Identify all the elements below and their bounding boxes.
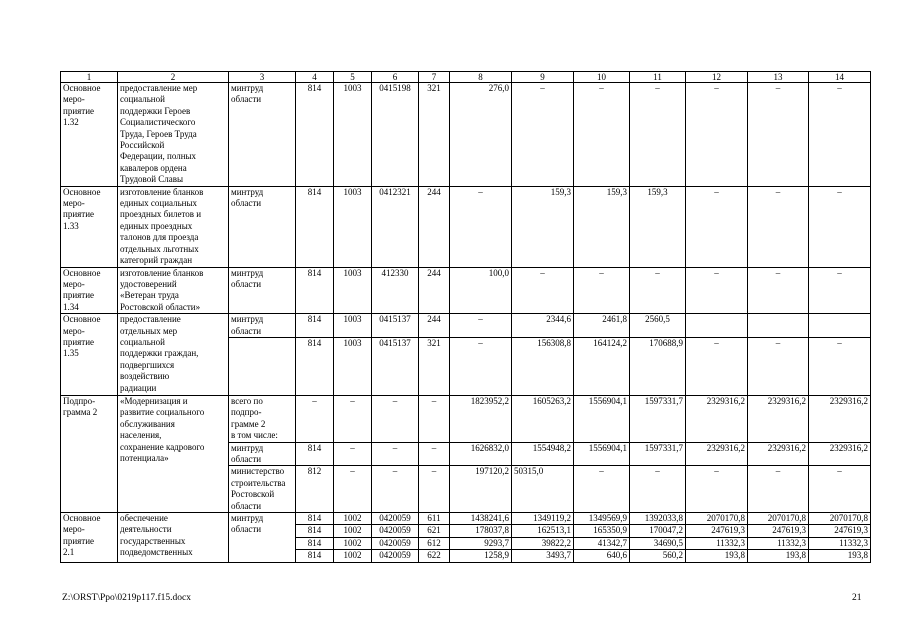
grbs: 814 — [296, 314, 334, 338]
rzpr: 1003 — [334, 186, 372, 267]
csr: – — [372, 395, 419, 442]
column-numbers-row — [61, 72, 871, 83]
amount-cell: 11332,3 — [809, 537, 871, 549]
amount-cell: 39822,2 — [512, 537, 574, 549]
amount-cell: – — [809, 337, 871, 395]
amount-cell: 2329316,2 — [748, 442, 809, 466]
vr: 621 — [419, 525, 450, 537]
column-number: 1 — [61, 72, 118, 83]
amount-cell: 2344,6 — [512, 314, 574, 338]
rzpr: 1003 — [334, 267, 372, 314]
amount-cell: 193,8 — [748, 550, 809, 562]
amount-cell: 2070170,8 — [748, 513, 809, 525]
amount-cell: 640,6 — [574, 550, 630, 562]
amount-cell: 159,3 — [574, 186, 630, 267]
amount-cell: 276,0 — [450, 83, 512, 187]
csr: 0415137 — [372, 314, 419, 338]
csr: 0420059 — [372, 537, 419, 549]
amount-cell: 247619,3 — [686, 525, 748, 537]
executor: минтруд области — [229, 186, 296, 267]
amount-cell: – — [748, 466, 809, 513]
amount-cell: 100,0 — [450, 267, 512, 314]
grbs: 812 — [296, 466, 334, 513]
amount-cell: 1556904,1 — [574, 395, 630, 442]
table-row — [61, 186, 871, 267]
amount-cell: – — [630, 466, 686, 513]
column-number: 11 — [630, 72, 686, 83]
amount-cell: 159,3 — [512, 186, 574, 267]
amount-cell: – — [809, 83, 871, 187]
rzpr: 1003 — [334, 337, 372, 395]
item-description: обеспечение деятельности государственных подведомственных — [118, 513, 229, 563]
amount-cell: – — [686, 267, 748, 314]
executor: минтруд области — [229, 267, 296, 314]
amount-cell: 156308,8 — [512, 337, 574, 395]
amount-cell: 1597331,7 — [630, 395, 686, 442]
executor: министерство строительства Ростовской области — [229, 466, 296, 513]
item-code: Основное меро- приятие 2.1 — [61, 513, 118, 563]
vr: 622 — [419, 550, 450, 562]
rzpr: 1002 — [334, 525, 372, 537]
csr: 0415137 — [372, 337, 419, 395]
amount-cell: 1349569,9 — [574, 513, 630, 525]
vr: – — [419, 395, 450, 442]
rzpr: 1003 — [334, 83, 372, 187]
rzpr: 1002 — [334, 513, 372, 525]
executor: минтруд области — [229, 442, 296, 466]
grbs: 814 — [296, 550, 334, 562]
grbs: 814 — [296, 537, 334, 549]
table-row — [61, 83, 871, 187]
amount-cell: – — [450, 337, 512, 395]
item-description: предоставление отдельных мер социальной поддержки граждан, подвергшихся воздействию радиации — [118, 314, 229, 396]
amount-cell: 1392033,8 — [630, 513, 686, 525]
amount-cell: – — [809, 267, 871, 314]
amount-cell: – — [748, 267, 809, 314]
grbs: – — [296, 395, 334, 442]
amount-cell: 11332,3 — [748, 537, 809, 549]
csr: – — [372, 442, 419, 466]
csr: 0420059 — [372, 513, 419, 525]
amount-cell: – — [574, 466, 630, 513]
amount-cell: 2560,5 — [630, 314, 686, 338]
page-number: 21 — [852, 593, 862, 603]
rzpr: – — [334, 395, 372, 442]
column-number: 6 — [372, 72, 419, 83]
amount-cell: – — [630, 267, 686, 314]
amount-cell: 1605263,2 — [512, 395, 574, 442]
item-code: Основное меро- приятие 1.34 — [61, 267, 118, 314]
column-number: 13 — [748, 72, 809, 83]
amount-cell: 2329316,2 — [686, 395, 748, 442]
amount-cell: 1556904,1 — [574, 442, 630, 466]
column-number: 12 — [686, 72, 748, 83]
amount-cell: 2070170,8 — [686, 513, 748, 525]
csr: 0412321 — [372, 186, 419, 267]
grbs: 814 — [296, 337, 334, 395]
csr: 0415198 — [372, 83, 419, 187]
rzpr: 1002 — [334, 550, 372, 562]
vr: – — [419, 466, 450, 513]
amount-cell: – — [450, 314, 512, 338]
amount-cell: 3493,7 — [512, 550, 574, 562]
vr: 244 — [419, 186, 450, 267]
amount-cell: 247619,3 — [809, 525, 871, 537]
amount-cell: 170688,9 — [630, 337, 686, 395]
amount-cell: 1626832,0 — [450, 442, 512, 466]
file-path: Z:\ORST\Ppo\0219p117.f15.docx — [62, 593, 191, 603]
item-description: изготовление бланков единых социальных проездных билетов и единых проездных талонов для проезда отдельных льготных категорий граждан — [118, 186, 229, 267]
amount-cell: 2329316,2 — [686, 442, 748, 466]
item-description: предоставление мер социальной поддержки Героев Социалистического Труда, Героев Труда Российской Федерации, полных кавалеров ордена Трудовой Славы — [118, 83, 229, 187]
vr: – — [419, 442, 450, 466]
csr: 0420059 — [372, 525, 419, 537]
amount-cell: 560,2 — [630, 550, 686, 562]
vr: 321 — [419, 83, 450, 187]
table-row — [61, 314, 871, 338]
amount-cell: 34690,5 — [630, 537, 686, 549]
amount-cell: 159,3 — [630, 186, 686, 267]
amount-cell: 247619,3 — [748, 525, 809, 537]
vr: 321 — [419, 337, 450, 395]
column-number: 10 — [574, 72, 630, 83]
amount-cell — [809, 314, 871, 338]
amount-cell: – — [748, 186, 809, 267]
amount-cell: 170047,2 — [630, 525, 686, 537]
amount-cell: 162513,1 — [512, 525, 574, 537]
amount-cell: – — [686, 337, 748, 395]
amount-cell: 50315,0 — [512, 466, 574, 513]
amount-cell: 9293,7 — [450, 537, 512, 549]
amount-cell: 178037,8 — [450, 525, 512, 537]
amount-cell: 2461,8 — [574, 314, 630, 338]
executor: минтруд области — [229, 513, 296, 563]
rzpr: 1002 — [334, 537, 372, 549]
table-row — [61, 395, 871, 442]
amount-cell: 1554948,2 — [512, 442, 574, 466]
amount-cell: 1823952,2 — [450, 395, 512, 442]
amount-cell: 2329316,2 — [809, 395, 871, 442]
column-number: 14 — [809, 72, 871, 83]
rzpr: 1003 — [334, 314, 372, 338]
column-number: 2 — [118, 72, 229, 83]
amount-cell: – — [574, 267, 630, 314]
amount-cell: – — [574, 83, 630, 187]
column-number: 3 — [229, 72, 296, 83]
amount-cell: 193,8 — [809, 550, 871, 562]
item-description: «Модернизация и развитие социального обслуживания населения, сохранение кадрового потенциала» — [118, 395, 229, 512]
amount-cell: 11332,3 — [686, 537, 748, 549]
rzpr: – — [334, 466, 372, 513]
amount-cell: – — [686, 466, 748, 513]
vr: 244 — [419, 314, 450, 338]
amount-cell: 2329316,2 — [809, 442, 871, 466]
amount-cell: – — [512, 267, 574, 314]
amount-cell: – — [512, 83, 574, 187]
executor — [229, 337, 296, 395]
amount-cell: – — [809, 466, 871, 513]
amount-cell: 165350,9 — [574, 525, 630, 537]
csr: 0420059 — [372, 550, 419, 562]
amount-cell: 2329316,2 — [748, 395, 809, 442]
amount-cell: 193,8 — [686, 550, 748, 562]
executor: минтруд области — [229, 314, 296, 338]
column-number: 8 — [450, 72, 512, 83]
grbs: 814 — [296, 186, 334, 267]
grbs: 814 — [296, 525, 334, 537]
item-code: Подпро- грамма 2 — [61, 395, 118, 512]
amount-cell — [748, 314, 809, 338]
vr: 612 — [419, 537, 450, 549]
amount-cell: 2070170,8 — [809, 513, 871, 525]
rzpr: – — [334, 442, 372, 466]
amount-cell: – — [686, 186, 748, 267]
amount-cell: – — [809, 186, 871, 267]
amount-cell: – — [748, 337, 809, 395]
csr: 412330 — [372, 267, 419, 314]
amount-cell: – — [686, 83, 748, 187]
amount-cell: – — [748, 83, 809, 187]
item-code: Основное меро- приятие 1.32 — [61, 83, 118, 187]
vr: 611 — [419, 513, 450, 525]
amount-cell: 41342,7 — [574, 537, 630, 549]
executor: всего по подпро- грамме 2 в том числе: — [229, 395, 296, 442]
table-row — [61, 267, 871, 314]
csr: – — [372, 466, 419, 513]
amount-cell: 1597331,7 — [630, 442, 686, 466]
item-code: Основное меро- приятие 1.35 — [61, 314, 118, 396]
grbs: 814 — [296, 267, 334, 314]
amount-cell: 197120,2 — [450, 466, 512, 513]
amount-cell: – — [630, 83, 686, 187]
column-number: 9 — [512, 72, 574, 83]
item-code: Основное меро- приятие 1.33 — [61, 186, 118, 267]
amount-cell: 1258,9 — [450, 550, 512, 562]
grbs: 814 — [296, 442, 334, 466]
column-number: 5 — [334, 72, 372, 83]
grbs: 814 — [296, 83, 334, 187]
vr: 244 — [419, 267, 450, 314]
amount-cell — [686, 314, 748, 338]
budget-table — [60, 71, 871, 563]
grbs: 814 — [296, 513, 334, 525]
executor: минтруд области — [229, 83, 296, 187]
amount-cell: 1438241,6 — [450, 513, 512, 525]
item-description: изготовление бланков удостоверений «Ветеран труда Ростовской области» — [118, 267, 229, 314]
column-number: 4 — [296, 72, 334, 83]
amount-cell: 164124,2 — [574, 337, 630, 395]
column-number: 7 — [419, 72, 450, 83]
table-row — [61, 513, 871, 525]
amount-cell: – — [450, 186, 512, 267]
amount-cell: 1349119,2 — [512, 513, 574, 525]
